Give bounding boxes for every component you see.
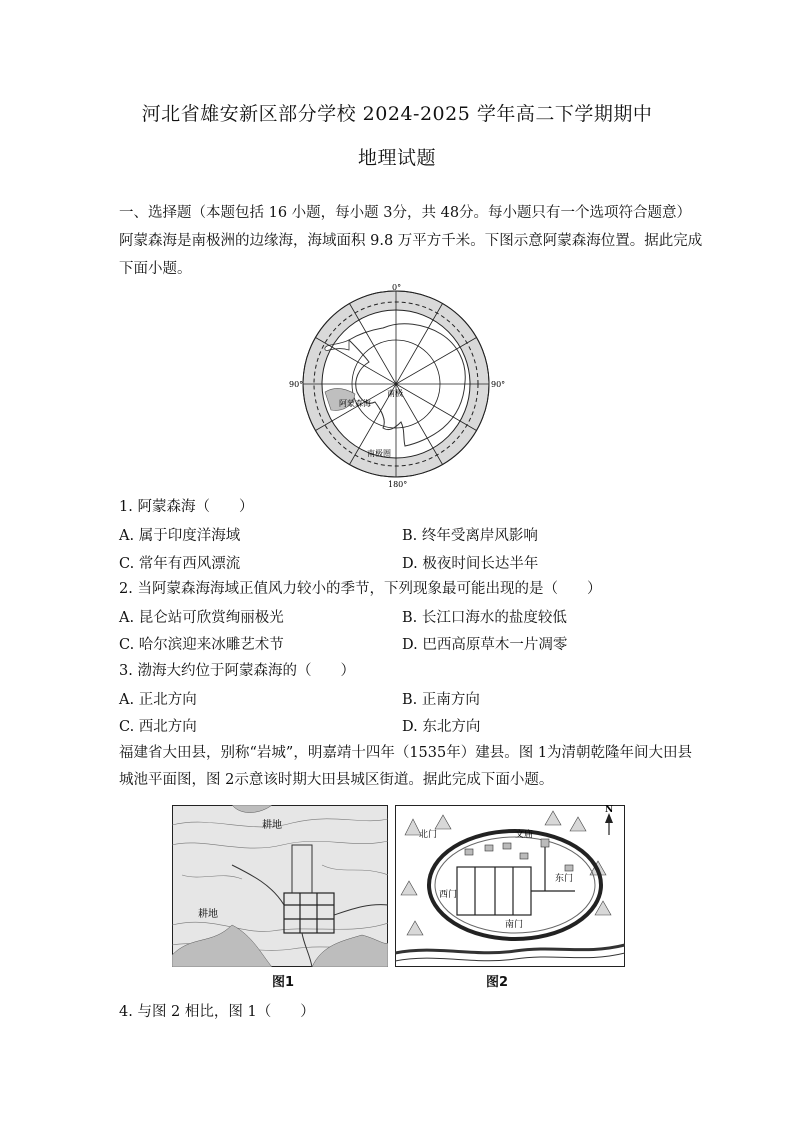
figure-2-street-map bbox=[395, 805, 625, 967]
question-1-stem: 1. 阿蒙森海（ ） bbox=[119, 499, 254, 515]
label-west-gate: 西门 bbox=[439, 890, 458, 900]
question-2-stem: 2. 当阿蒙森海海域正值风力较小的季节，下列现象最可能出现的是（ ） bbox=[119, 581, 602, 597]
label-amundsen-sea: 阿蒙森海 bbox=[339, 399, 371, 408]
passage-line: 阿蒙森海是南极洲的边缘海，海域面积 9.8 万平方千米。下图示意阿蒙森海位置。据此完成 bbox=[119, 233, 703, 249]
label-south-gate: 南门 bbox=[505, 920, 524, 930]
exam-title: 河北省雄安新区部分学校 2024-2025 学年高二下学期期中 bbox=[141, 103, 653, 125]
label-south-pole: 南极 bbox=[387, 389, 403, 398]
question-3-option-b[interactable]: B. 正南方向 bbox=[402, 692, 480, 708]
label-90w: 90° bbox=[289, 380, 304, 389]
figure-2-caption: 图2 bbox=[486, 975, 509, 990]
label-antarctic-circle: 南极圈 bbox=[367, 449, 391, 458]
question-1-option-b[interactable]: B. 终年受离岸风影响 bbox=[402, 528, 538, 544]
passage-line: 城池平面图，图 2示意该时期大田县城区街道。据此完成下面小题。 bbox=[119, 772, 554, 788]
label-0: 0° bbox=[392, 283, 402, 292]
question-1-option-c[interactable]: C. 常年有西风漂流 bbox=[119, 556, 241, 572]
question-2-option-a[interactable]: A. 昆仑站可欣赏绚丽极光 bbox=[119, 610, 284, 626]
label-north-gate: 北门 bbox=[419, 830, 438, 840]
question-3-option-d[interactable]: D. 东北方向 bbox=[402, 719, 481, 735]
question-3-option-c[interactable]: C. 西北方向 bbox=[119, 719, 197, 735]
figure-1-city-plan bbox=[172, 805, 388, 967]
question-2-option-d[interactable]: D. 巴西高原草木一片凋零 bbox=[402, 637, 568, 653]
passage-line: 下面小题。 bbox=[119, 261, 192, 277]
question-1-option-d[interactable]: D. 极夜时间长达半年 bbox=[402, 556, 539, 572]
fig1-label-farmland-left: 耕地 bbox=[198, 909, 218, 920]
section-header: 一、选择题（本题包括 16 小题，每小题 3分，共 48分。每小题只有一个选项符合题意） bbox=[119, 205, 692, 221]
question-2-option-b[interactable]: B. 长江口海水的盐度较低 bbox=[402, 610, 567, 626]
fig1-label-farmland-top: 耕地 bbox=[262, 820, 282, 831]
north-label: N bbox=[605, 805, 614, 815]
figure-1-caption: 图1 bbox=[272, 975, 295, 990]
passage-line: 福建省大田县，别称“岩城”，明嘉靖十四年（1535年）建县。图 1为清朝乾隆年间大田县 bbox=[119, 745, 693, 761]
question-3-option-a[interactable]: A. 正北方向 bbox=[119, 692, 197, 708]
label-east-gate: 东门 bbox=[555, 874, 574, 884]
question-1-option-a[interactable]: A. 属于印度洋海域 bbox=[119, 528, 241, 544]
exam-subtitle: 地理试题 bbox=[357, 147, 436, 169]
antarctica-map bbox=[283, 282, 509, 492]
question-3-stem: 3. 渤海大约位于阿蒙森海的（ ） bbox=[119, 663, 355, 679]
label-90e: 90° bbox=[491, 380, 506, 389]
label-confucian-temple: 文庙 bbox=[515, 830, 534, 840]
label-180: 180° bbox=[388, 480, 408, 489]
question-4-stem: 4. 与图 2 相比，图 1（ ） bbox=[119, 1004, 315, 1020]
question-2-option-c[interactable]: C. 哈尔滨迎来冰雕艺术节 bbox=[119, 637, 284, 653]
